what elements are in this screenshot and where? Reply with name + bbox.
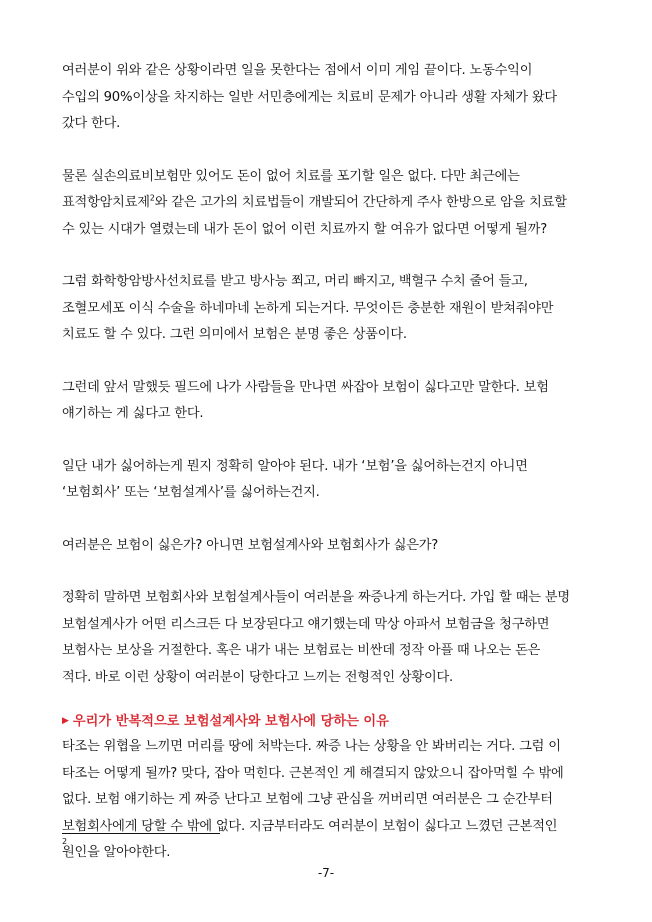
footnote-divider bbox=[62, 833, 220, 834]
text-line: 보험설계사가 어떤 리스크든 다 보장된다고 얘기했는데 막상 아파서 보험금을 청구하면 bbox=[62, 616, 550, 632]
text-line: 타조는 어떻게 될까? 맞다, 잡아 먹힌다. 근본적인 게 해결되지 않았으니 잡아먹힐 수 밖에 bbox=[62, 765, 564, 781]
section-heading-text: 우리가 반복적으로 보험설계사와 보험사에 당하는 이유 bbox=[72, 714, 389, 729]
text-line: ‘보험회사’ 또는 ‘보험설계사’를 싫어하는건지. bbox=[62, 485, 320, 500]
paragraph-5 bbox=[62, 454, 592, 507]
footnote-number: 2 bbox=[62, 837, 68, 846]
text-line: 일단 내가 싫어하는게 뭔지 정확히 알아야 된다. 내가 ‘보험’을 싫어하는건지 아니면 bbox=[62, 458, 528, 474]
text-segment: 표적항암치료제 bbox=[62, 195, 150, 210]
paragraph-4 bbox=[62, 375, 592, 428]
text-line: 수 있는 시대가 열렸는데 내가 돈이 없어 이런 치료까지 할 여유가 없다면 어떻게 될까? bbox=[62, 221, 548, 237]
text-line bbox=[62, 190, 592, 217]
paragraph-7 bbox=[62, 585, 592, 691]
page-body bbox=[62, 58, 592, 867]
triangle-arrow-icon: ▶ bbox=[62, 716, 69, 726]
text-line: 보험회사에게 당할 수 밖에 없다. 지금부터라도 여러분이 보험이 싫다고 느꼈던 근본적인 bbox=[62, 818, 558, 834]
paragraph-2 bbox=[62, 164, 592, 244]
text-line: 그런데 앞서 말했듯 필드에 나가 사람들을 만나면 싸잡아 보험이 싫다고만 말한다. 보험 bbox=[62, 379, 549, 395]
text-line: 그럼 화학항암방사선치료를 받고 방사능 쬐고, 머리 빠지고, 백혈구 수치 줄어 들고, bbox=[62, 274, 528, 289]
paragraph-1 bbox=[62, 58, 592, 138]
text-segment: 와 같은 고가의 치료법들이 개발되어 간단하게 주사 한방으로 암을 치료할 bbox=[154, 195, 567, 210]
text-line: 원인을 알아야한다. bbox=[62, 845, 171, 860]
text-line: 물론 실손의료비보험만 있어도 돈이 없어 치료를 포기할 일은 없다. 다만 최근에는 bbox=[62, 168, 520, 184]
footnote-reference[interactable]: 2 bbox=[149, 193, 155, 203]
text-line: 보험사는 보상을 거절한다. 혹은 내가 내는 보험료는 비싼데 정작 아플 때 나오는 돈은 bbox=[62, 643, 541, 658]
text-line: 치료도 할 수 있다. 그런 의미에서 보험은 분명 좋은 상품이다. bbox=[62, 327, 407, 342]
text-line: 갔다 한다. bbox=[62, 116, 121, 131]
page-number: -7- bbox=[317, 866, 335, 880]
text-line: 얘기하는 게 싫다고 한다. bbox=[62, 406, 204, 421]
text-line: 적다. 바로 이런 상황이 여러분이 당한다고 느끼는 전형적인 상황이다. bbox=[62, 669, 454, 685]
section-heading bbox=[62, 709, 592, 734]
text-line: 없다. 보험 얘기하는 게 짜증 난다고 보험에 그냥 관심을 꺼버리면 여러분은 그 순간부터 bbox=[62, 792, 553, 807]
text-line: 타조는 위협을 느끼면 머리를 땅에 처박는다. 짜증 나는 상황을 안 봐버리는 거다. 그럼 이 bbox=[62, 739, 561, 754]
text-line: 조혈모세포 이식 수술을 하네마네 논하게 되는거다. 무엇이든 충분한 재원이 받쳐줘야만 bbox=[62, 300, 554, 316]
text-line: 정확히 말하면 보험회사와 보험설계사들이 여러분을 짜증나게 하는거다. 가입 할 때는 분명 bbox=[62, 590, 570, 605]
paragraph-6 bbox=[62, 533, 592, 560]
text-line: 여러분이 위와 같은 상황이라면 일을 못한다는 점에서 이미 게임 끝이다. 노동수익이 bbox=[62, 63, 533, 78]
paragraph-3 bbox=[62, 269, 592, 349]
text-line: 여러분은 보험이 싫은가? 아니면 보험설계사와 보험회사가 싫은가? bbox=[62, 537, 439, 553]
text-line: 수입의 90%이상을 차지하는 일반 서민층에게는 치료비 문제가 아니라 생활 자체가 왔다 bbox=[62, 89, 557, 105]
section-paragraph bbox=[62, 734, 592, 867]
